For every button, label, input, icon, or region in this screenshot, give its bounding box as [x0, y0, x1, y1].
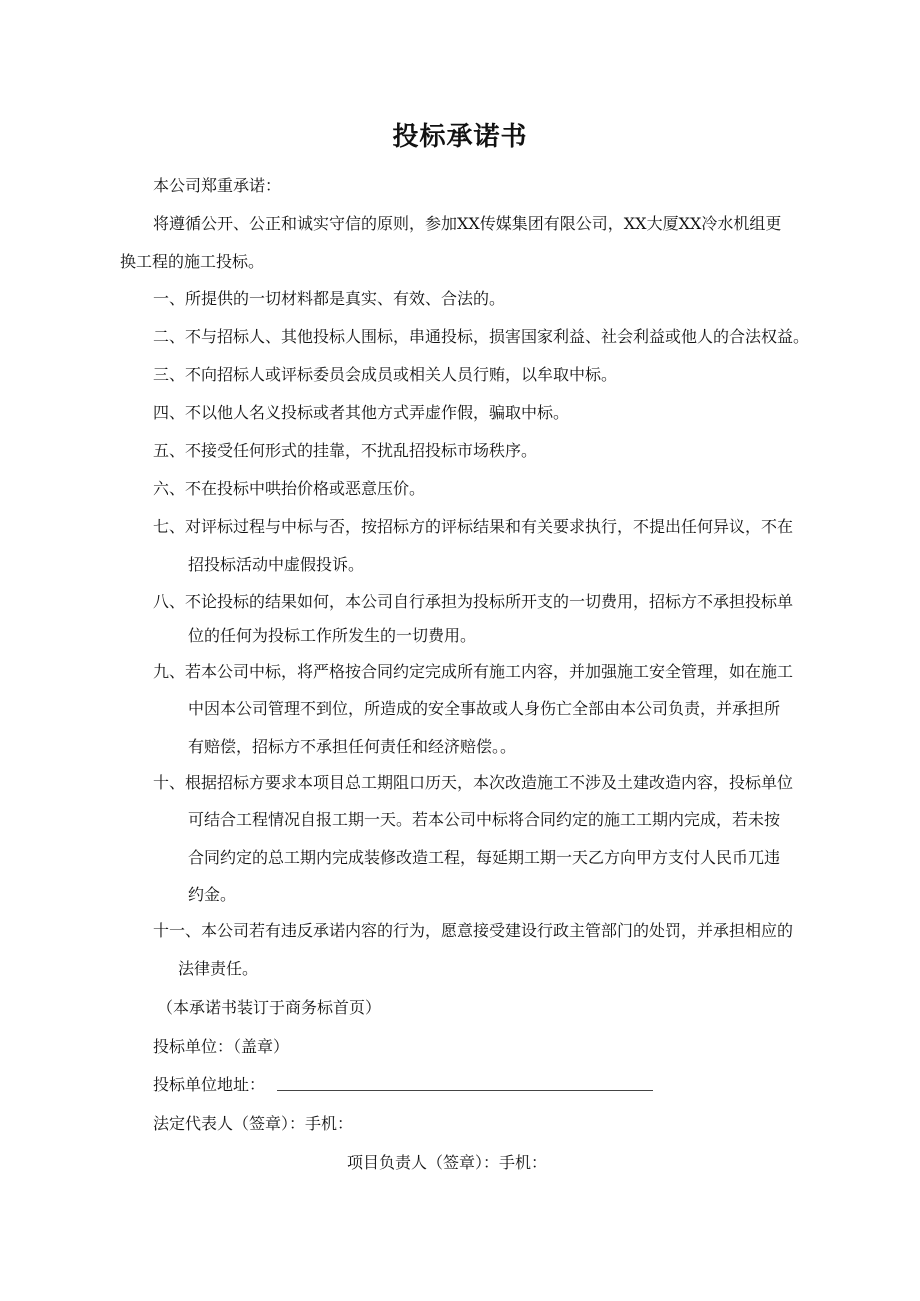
- legal-rep-signature: 法定代表人（签章）：手机：: [153, 1114, 354, 1133]
- bidder-unit-stamp: 投标单位：（盖章）: [153, 1037, 290, 1056]
- pledge-item-5: 五、不接受任何形式的挂靠，不扰乱招投标市场秩序。: [153, 441, 538, 460]
- pledge-item-8-line-2: 位的任何为投标工作所发生的一切费用。: [188, 626, 477, 645]
- pledge-item-7-line-2: 招投标活动中虚假投诉。: [188, 555, 365, 574]
- pledge-item-10-line-3: 合同约定的总工期内完成装修改造工程，每延期工期一天乙方向甲方支付人民币兀违: [188, 848, 781, 867]
- intro-line-2: 换工程的施工投标。: [120, 252, 265, 271]
- pledge-item-2: 二、不与招标人、其他投标人围标，串通投标，损害国家利益、社会利益或他人的合法权益。: [153, 327, 810, 346]
- pledge-item-3: 三、不向招标人或评标委员会成员或相关人员行贿，以牟取中标。: [153, 365, 618, 384]
- pledge-item-9-line-2: 中因本公司管理不到位，所造成的安全事故或人身伤亡全部由本公司负责，并承担所: [188, 699, 781, 718]
- intro-line-1: 将遵循公开、公正和诚实守信的原则，参加XX传媒集团有限公司，XX大厦XX冷水机组更: [153, 214, 782, 233]
- pledge-item-8-line-1: 八、不论投标的结果如何，本公司自行承担为投标所开支的一切费用，招标方不承担投标单: [153, 592, 794, 611]
- pledge-item-10-line-2: 可结合工程情况自报工期一天。若本公司中标将合同约定的施工工期内完成，若未按: [188, 810, 781, 829]
- pledge-item-11-line-1: 十一、本公司若有违反承诺内容的行为，愿意接受建设行政主管部门的处罚，并承担相应的: [153, 921, 794, 940]
- document-title: 投标承诺书: [392, 122, 528, 152]
- bidder-address-label: 投标单位地址：: [153, 1075, 266, 1094]
- pledge-item-4: 四、不以他人名义投标或者其他方式弄虚作假，骗取中标。: [153, 403, 570, 422]
- pledge-item-1: 一、所提供的一切材料都是真实、有效、合法的。: [153, 289, 506, 308]
- pledge-item-6: 六、不在投标中哄抬价格或恶意压价。: [153, 479, 426, 498]
- bidder-address-field[interactable]: [277, 1090, 653, 1091]
- binding-note: （本承诺书装订于商务标首页）: [157, 998, 382, 1017]
- project-lead-signature: 项目负责人（签章）：手机：: [347, 1153, 548, 1172]
- pledge-item-7-line-1: 七、对评标过程与中标与否，按招标方的评标结果和有关要求执行，不提出任何异议，不在: [153, 517, 794, 536]
- pledge-item-9-line-1: 九、若本公司中标，将严格按合同约定完成所有施工内容，并加强施工安全管理，如在施工: [153, 662, 794, 681]
- pledge-item-10-line-4: 约金。: [188, 885, 237, 904]
- pledge-item-10-line-1: 十、根据招标方要求本项目总工期阻口历天，本次改造施工不涉及土建改造内容，投标单位: [153, 773, 794, 792]
- pledge-item-11-line-2: 法律责任。: [178, 959, 259, 978]
- opening-line: 本公司郑重承诺：: [153, 176, 282, 195]
- pledge-item-9-line-3: 有赔偿，招标方不承担任何责任和经济赔偿。。: [188, 737, 517, 756]
